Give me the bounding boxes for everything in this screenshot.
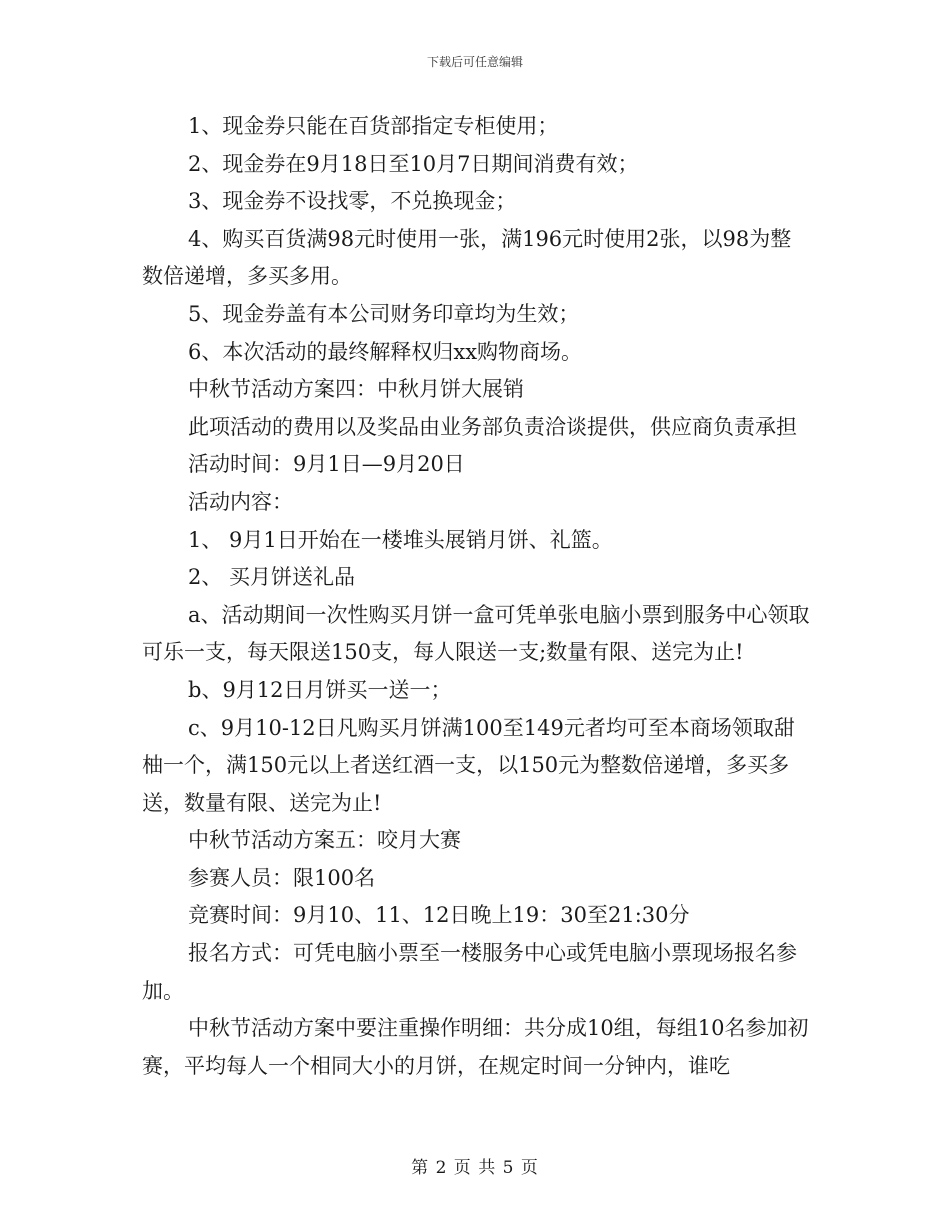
paragraph-participants: 参赛人员：限100名 [188,865,376,890]
paragraph-1: 1、现金券只能在百货部指定专柜使用； [188,114,559,138]
paragraph-activity-time: 活动时间：9月1日—9月20日 [188,452,465,477]
paragraph-2: 2、现金券在9月18日至10月7日期间消费有效； [188,151,639,176]
section-heading-4: 中秋节活动方案四：中秋月饼大展销 [188,377,524,402]
page-footer: 第 2 页 共 5 页 [411,1158,539,1178]
paragraph-cost: 此项活动的费用以及奖品由业务部负责洽谈提供，供应商负责承担 [188,414,797,439]
document-body [142,108,810,1085]
paragraph-item-c: c、9月10-12日凡购买月饼满100至149元者均可至本商场领取甜柚一个，满150元以上者送红酒一支，以150元为整数倍递增，多买多送，数量有限、送完为止! [142,715,795,815]
paragraph-item-b: b、9月12日月饼买一送一； [188,677,452,702]
page-header: 下载后可任意编辑 [426,55,523,69]
paragraph-competition-time: 竞赛时间：9月10、11、12日晚上19：30至21:30分 [188,903,690,928]
paragraph-item-a: a、活动期间一次性购买月饼一盒可凭单张电脑小票到服务中心领取可乐一支，每天限送150支，每人限送一支;数量有限、送完为止! [142,602,810,665]
paragraph-item-2: 2、 买月饼送礼品 [188,565,356,590]
paragraph-6: 6、本次活动的最终解释权归xx购物商场。 [188,339,583,364]
paragraph-operation-details: 中秋节活动方案中要注重操作明细：共分成10组，每组10名参加初赛，平均每人一个相同大小的月饼，在规定时间一分钟内，谁吃 [142,1016,809,1078]
paragraph-item-1: 1、 9月1日开始在一楼堆头展销月饼、礼篮。 [188,527,613,552]
paragraph-registration: 报名方式：可凭电脑小票至一楼服务中心或凭电脑小票现场报名参加。 [142,941,797,1003]
paragraph-activity-content: 活动内容： [188,489,293,514]
paragraph-3: 3、现金券不设找零，不兑换现金； [188,189,517,214]
paragraph-4: 4、购买百货满98元时使用一张，满196元时使用2张，以98为整数倍递增，多买多用。 [142,226,792,289]
section-heading-5: 中秋节活动方案五：咬月大赛 [188,828,461,853]
paragraph-5: 5、现金券盖有本公司财务印章均为生效； [188,301,580,326]
